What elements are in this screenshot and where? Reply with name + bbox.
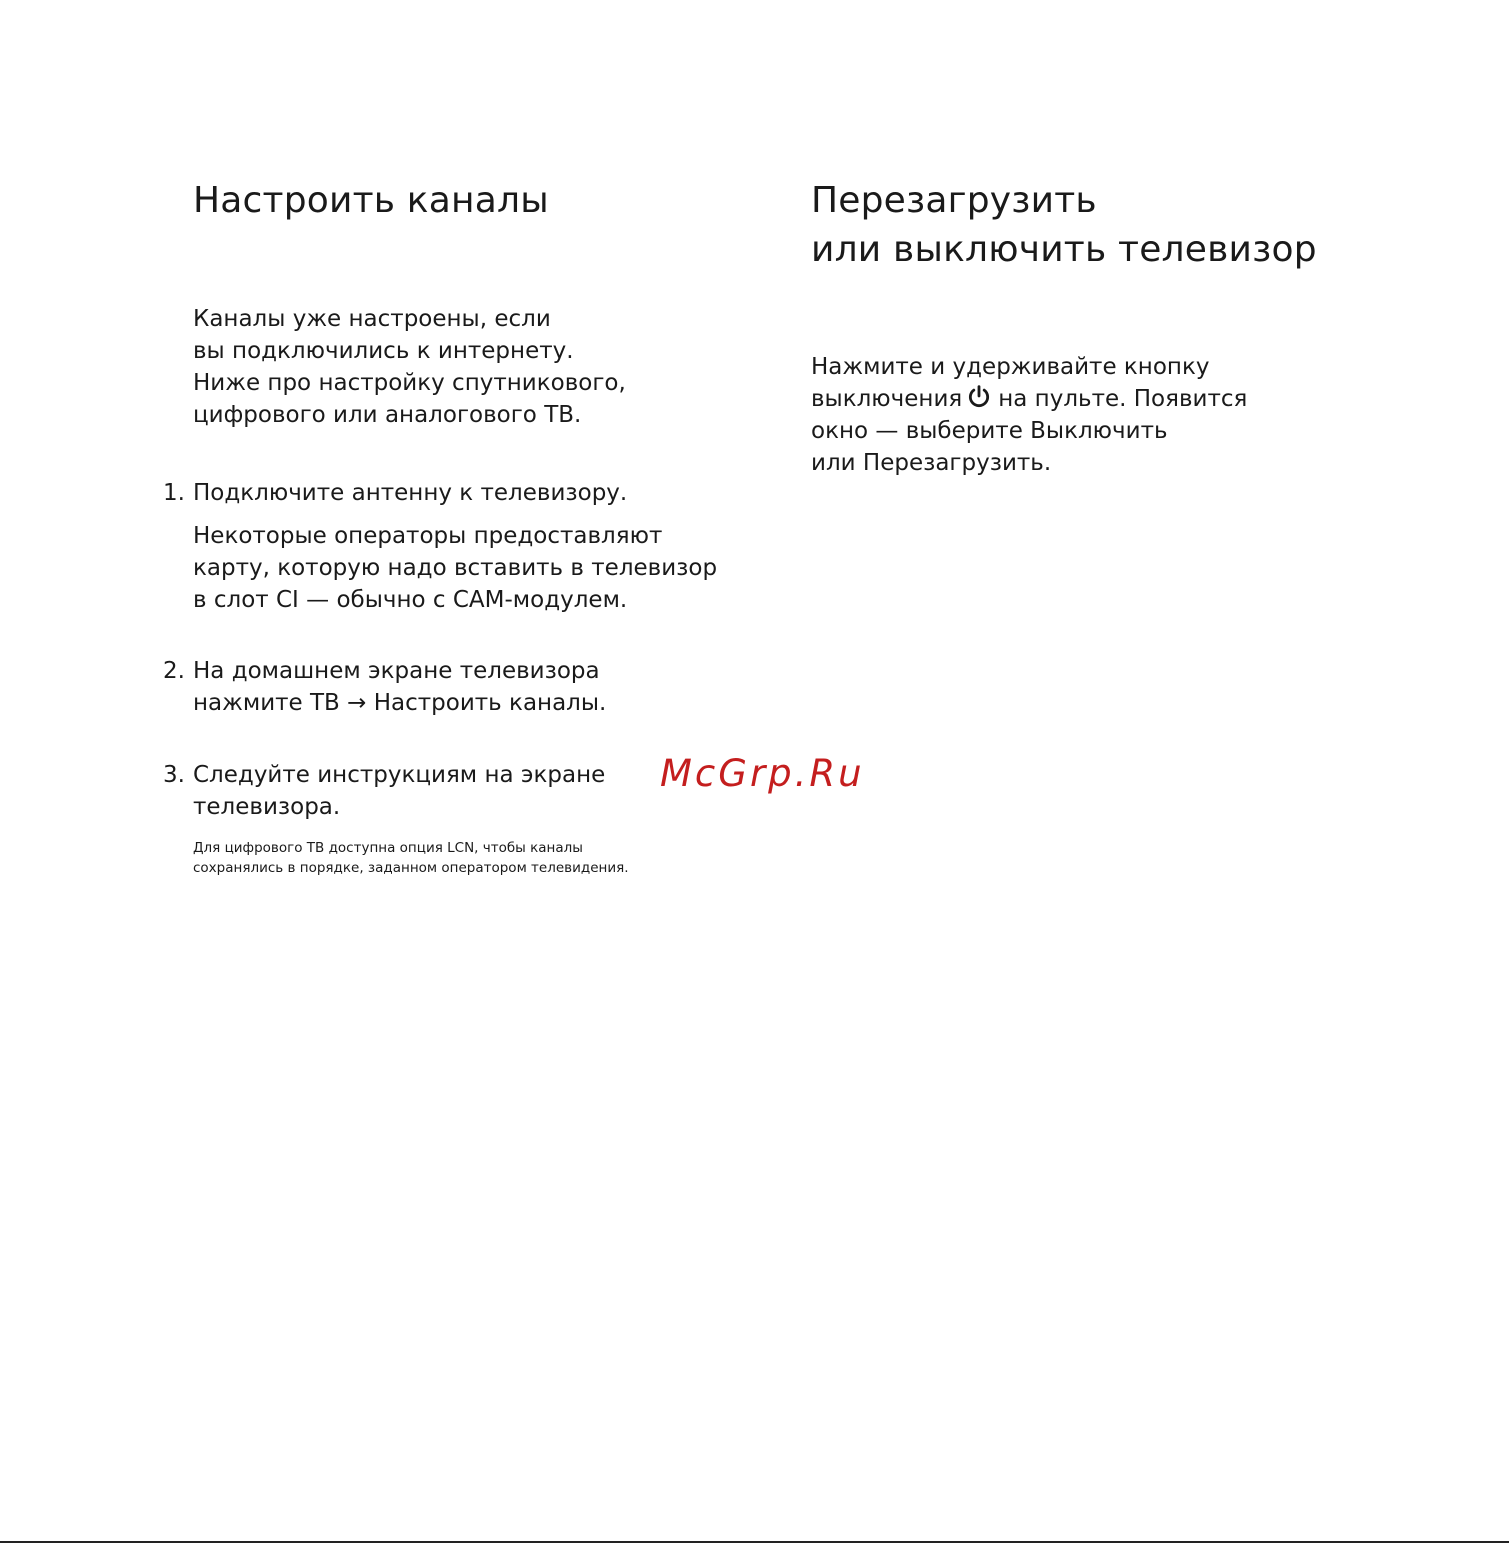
instruction-text: на пульте. Появится <box>998 386 1248 412</box>
instruction-line: или Перезагрузить. <box>811 450 1052 476</box>
step-3-text <box>193 759 605 823</box>
instruction-text: выключения <box>811 386 963 412</box>
intro-line: цифрового или аналогового ТВ. <box>193 402 582 428</box>
title-line: или выключить телевизор <box>811 229 1317 270</box>
lcn-note <box>193 838 629 878</box>
step-1-text <box>193 477 627 509</box>
step-line: нажмите ТВ → Настроить каналы. <box>193 690 607 716</box>
section-title-power <box>811 176 1317 274</box>
step-line: Подключите антенну к телевизору. <box>193 480 628 506</box>
step-detail-line: карту, которую надо вставить в телевизор <box>193 555 718 581</box>
intro-line: Ниже про настройку спутникового, <box>193 370 626 396</box>
intro-line: вы подключились к интернету. <box>193 338 574 364</box>
channels-intro <box>193 303 626 431</box>
instruction-line: Нажмите и удерживайте кнопку <box>811 354 1210 380</box>
step-number: 3. <box>163 762 185 788</box>
step-line: На домашнем экране телевизора <box>193 658 600 684</box>
power-icon <box>966 384 992 410</box>
title-line: Перезагрузить <box>811 180 1097 221</box>
step-detail-line: Некоторые операторы предоставляют <box>193 523 663 549</box>
step-1-detail <box>193 520 717 616</box>
instruction-line: окно — выберите Выключить <box>811 418 1168 444</box>
intro-line: Каналы уже настроены, если <box>193 306 551 332</box>
step-number: 1. <box>163 480 185 506</box>
power-instructions <box>811 351 1247 479</box>
section-title-channels: Настроить каналы <box>193 180 549 221</box>
step-line: телевизора. <box>193 794 341 820</box>
instruction-line <box>811 383 1247 415</box>
step-number: 2. <box>163 658 185 684</box>
step-2-text <box>193 655 606 719</box>
note-line: Для цифрового ТВ доступна опция LCN, чтобы каналы <box>193 840 583 856</box>
step-line: Следуйте инструкциям на экране <box>193 762 606 788</box>
watermark-logo: McGrp.Ru <box>660 752 865 795</box>
note-line: сохранялись в порядке, заданном оператором телевидения. <box>193 860 629 876</box>
step-detail-line: в слот CI — обычно с CAM-модулем. <box>193 587 628 613</box>
